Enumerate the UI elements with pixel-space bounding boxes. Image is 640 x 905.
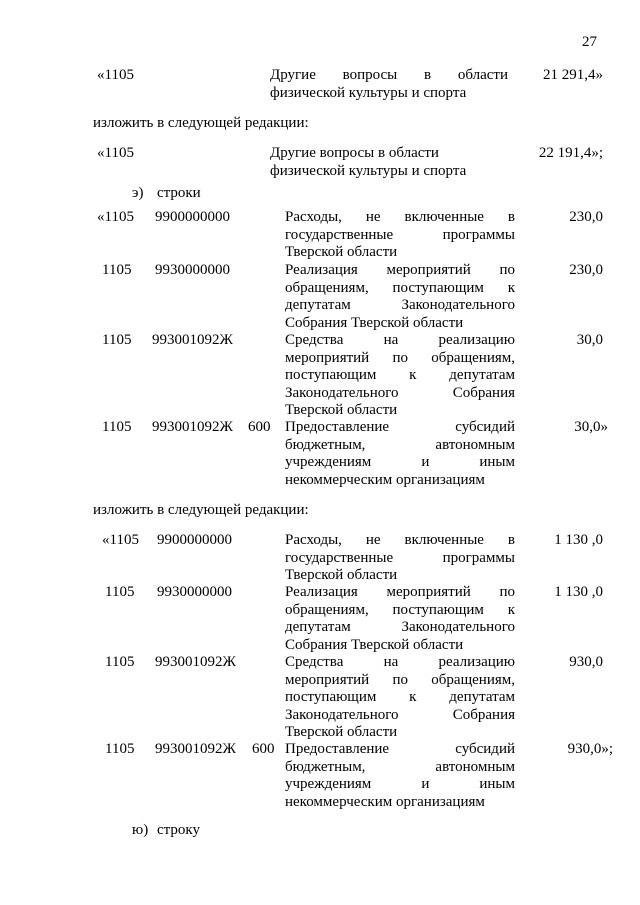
table-row-amount: 30,0»	[574, 419, 608, 435]
table-row-amount: 930,0»;	[567, 741, 613, 757]
desc-line: Расходы, не включенные в	[285, 532, 515, 548]
table-row-code: 1105	[105, 741, 135, 757]
desc-line: Законодательного Собрания	[285, 384, 515, 401]
section-marker: ю)	[132, 822, 149, 838]
desc-line: Средства на реализацию	[285, 332, 515, 348]
second-row-code: «1105	[97, 145, 134, 161]
table-row-amount: 930,0	[569, 654, 603, 670]
instruction-text: изложить в следующей редакции:	[93, 115, 309, 131]
desc-line: Законодательного Собрания	[285, 706, 515, 723]
desc-line: Другие вопросы в области	[270, 145, 439, 161]
desc-line: Предоставление субсидий	[285, 741, 515, 757]
section-text: строки	[157, 185, 201, 201]
table-row-csr: 9930000000	[157, 584, 232, 600]
table-row-vr: 600	[248, 419, 271, 435]
desc-line: государственные программы	[285, 226, 515, 243]
table-row-csr: 993001092Ж	[155, 654, 236, 670]
table-row-description	[285, 262, 515, 332]
first-row-code: «1105	[97, 67, 134, 83]
table-row-code: 1105	[102, 419, 132, 435]
desc-line: обращениям, поступающим к	[285, 279, 515, 296]
table-row-code: 1105	[102, 262, 132, 278]
desc-line: обращениям, поступающим к	[285, 601, 515, 618]
table-row-description	[285, 532, 515, 585]
desc-line: мероприятий по обращениям,	[285, 671, 515, 688]
desc-line: Собрания Тверской области	[285, 636, 464, 653]
desc-line: Реализация мероприятий по	[285, 262, 515, 278]
table-row-code: 1105	[105, 654, 135, 670]
table-row-csr: 993001092Ж	[152, 419, 233, 435]
desc-line: мероприятий по обращениям,	[285, 349, 515, 366]
table-row-csr: 993001092Ж	[155, 741, 236, 757]
desc-line: поступающим к депутатам	[285, 367, 515, 384]
desc-line: поступающим к депутатам	[285, 689, 515, 706]
table-row-csr: 993001092Ж	[152, 332, 233, 348]
desc-line: депутатам Законодательного	[285, 619, 515, 636]
table-row-amount: 1 130 ,0	[554, 532, 603, 548]
desc-line: депутатам Законодательного	[285, 297, 515, 314]
desc-line: Тверской области	[285, 567, 398, 584]
desc-line: учреждениям и иным	[285, 454, 515, 471]
desc-line: Тверской области	[285, 244, 398, 261]
table-row-description	[285, 332, 515, 420]
table-row-csr: 9900000000	[157, 532, 232, 548]
desc-line: бюджетным, автономным	[285, 758, 515, 775]
desc-line: Тверской области	[285, 402, 398, 419]
desc-line: Предоставление субсидий	[285, 419, 515, 435]
desc-line: бюджетным, автономным	[285, 436, 515, 453]
table-row-amount: 230,0	[569, 262, 603, 278]
table-row-description	[285, 654, 515, 742]
table-row-amount: 230,0	[569, 209, 603, 225]
table-row-description	[285, 419, 515, 489]
desc-line: Средства на реализацию	[285, 654, 515, 670]
desc-line: государственные программы	[285, 549, 515, 566]
first-row-amount: 21 291,4»	[543, 67, 603, 83]
desc-line: учреждениям и иным	[285, 776, 515, 793]
desc-line: физической культуры и спорта	[270, 84, 467, 101]
section-marker: э)	[132, 185, 144, 201]
second-row-description	[270, 145, 508, 180]
instruction-text: изложить в следующей редакции:	[93, 502, 309, 518]
desc-line: Другие вопросы в области	[270, 67, 508, 83]
page-number: 27	[582, 34, 597, 50]
desc-line: некоммерческим организациям	[285, 793, 485, 810]
desc-line: физической культуры и спорта	[270, 162, 467, 179]
desc-line: Тверской области	[285, 724, 398, 741]
desc-line: Собрания Тверской области	[285, 314, 464, 331]
table-row-code: 1105	[102, 332, 132, 348]
table-row-csr: 9930000000	[155, 262, 230, 278]
desc-line: Расходы, не включенные в	[285, 209, 515, 225]
desc-line: некоммерческим организациям	[285, 471, 485, 488]
table-row-description	[285, 741, 515, 811]
table-row-description	[285, 209, 515, 262]
table-row-amount: 1 130 ,0	[554, 584, 603, 600]
table-row-code: 1105	[105, 584, 135, 600]
table-row-vr: 600	[252, 741, 275, 757]
table-row-csr: 9900000000	[155, 209, 230, 225]
second-row-amount: 22 191,4»;	[538, 145, 603, 161]
first-row-description	[270, 67, 508, 102]
section-text: строку	[157, 822, 200, 838]
table-row-amount: 30,0	[576, 332, 603, 348]
table-row-code: «1105	[97, 209, 134, 225]
table-row-description	[285, 584, 515, 654]
desc-line: Реализация мероприятий по	[285, 584, 515, 600]
table-row-code: «1105	[102, 532, 139, 548]
